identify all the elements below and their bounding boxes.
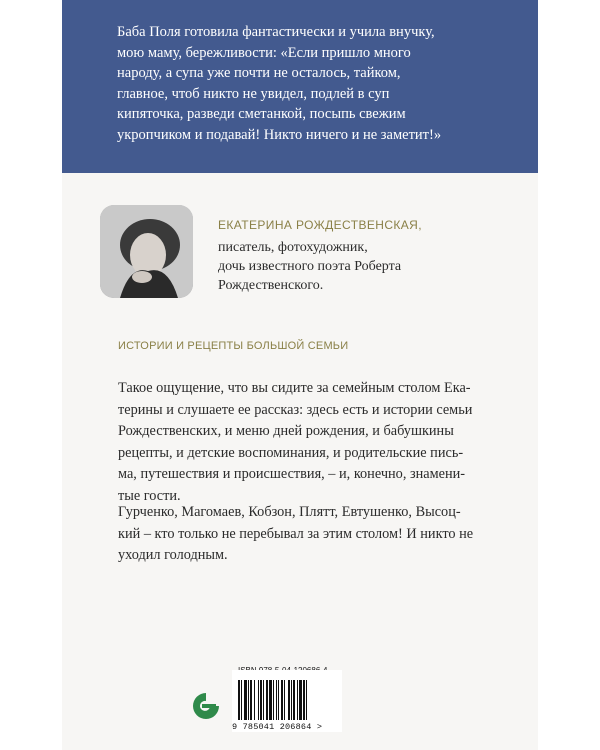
series-title: ИСТОРИИ И РЕЦЕПТЫ БОЛЬШОЙ СЕМЬИ [118, 340, 349, 352]
quote-block [62, 0, 538, 173]
publisher-logo-icon [190, 690, 222, 722]
blurb-paragraph-2: Гурченко, Магомаев, Кобзон, Плятт, Евтушенко, Высоц- кий – кто только не перебывал за этим столом! И никто не уходил голодным. [118, 504, 474, 564]
barcode-number: 9 785041 206864 > [232, 722, 323, 732]
author-portrait-image [100, 205, 193, 298]
author-description: писатель, фотохудожник, дочь известного поэта Роберта Рождественского. [218, 240, 402, 293]
author-photo [100, 205, 193, 298]
quote-text: Баба Поля готовила фантастически и учила внучку, мою маму, бережливости: «Если пришло много народу, а супа уже почти не осталось, тайком, главное, чтоб никто не увидел, подлей в суп кипяточка, разведи сметанкой, посыпь свежим укропчиком и подавай! Никто ничего и не заметит!» [117, 24, 442, 143]
author-name: ЕКАТЕРИНА РОЖДЕСТВЕНСКАЯ, [218, 218, 422, 232]
blurb-paragraph-1: Такое ощущение, что вы сидите за семейным столом Ека- терины и слушаете ее рассказ: здесь есть и истории семьи Рождественских, и меню дней рождения, и бабушкины рецепты, и детские воспоминания, и родительские пись- ма, путешествия и происшествия, – и, конечно, знамени- тые гости. [118, 380, 473, 504]
